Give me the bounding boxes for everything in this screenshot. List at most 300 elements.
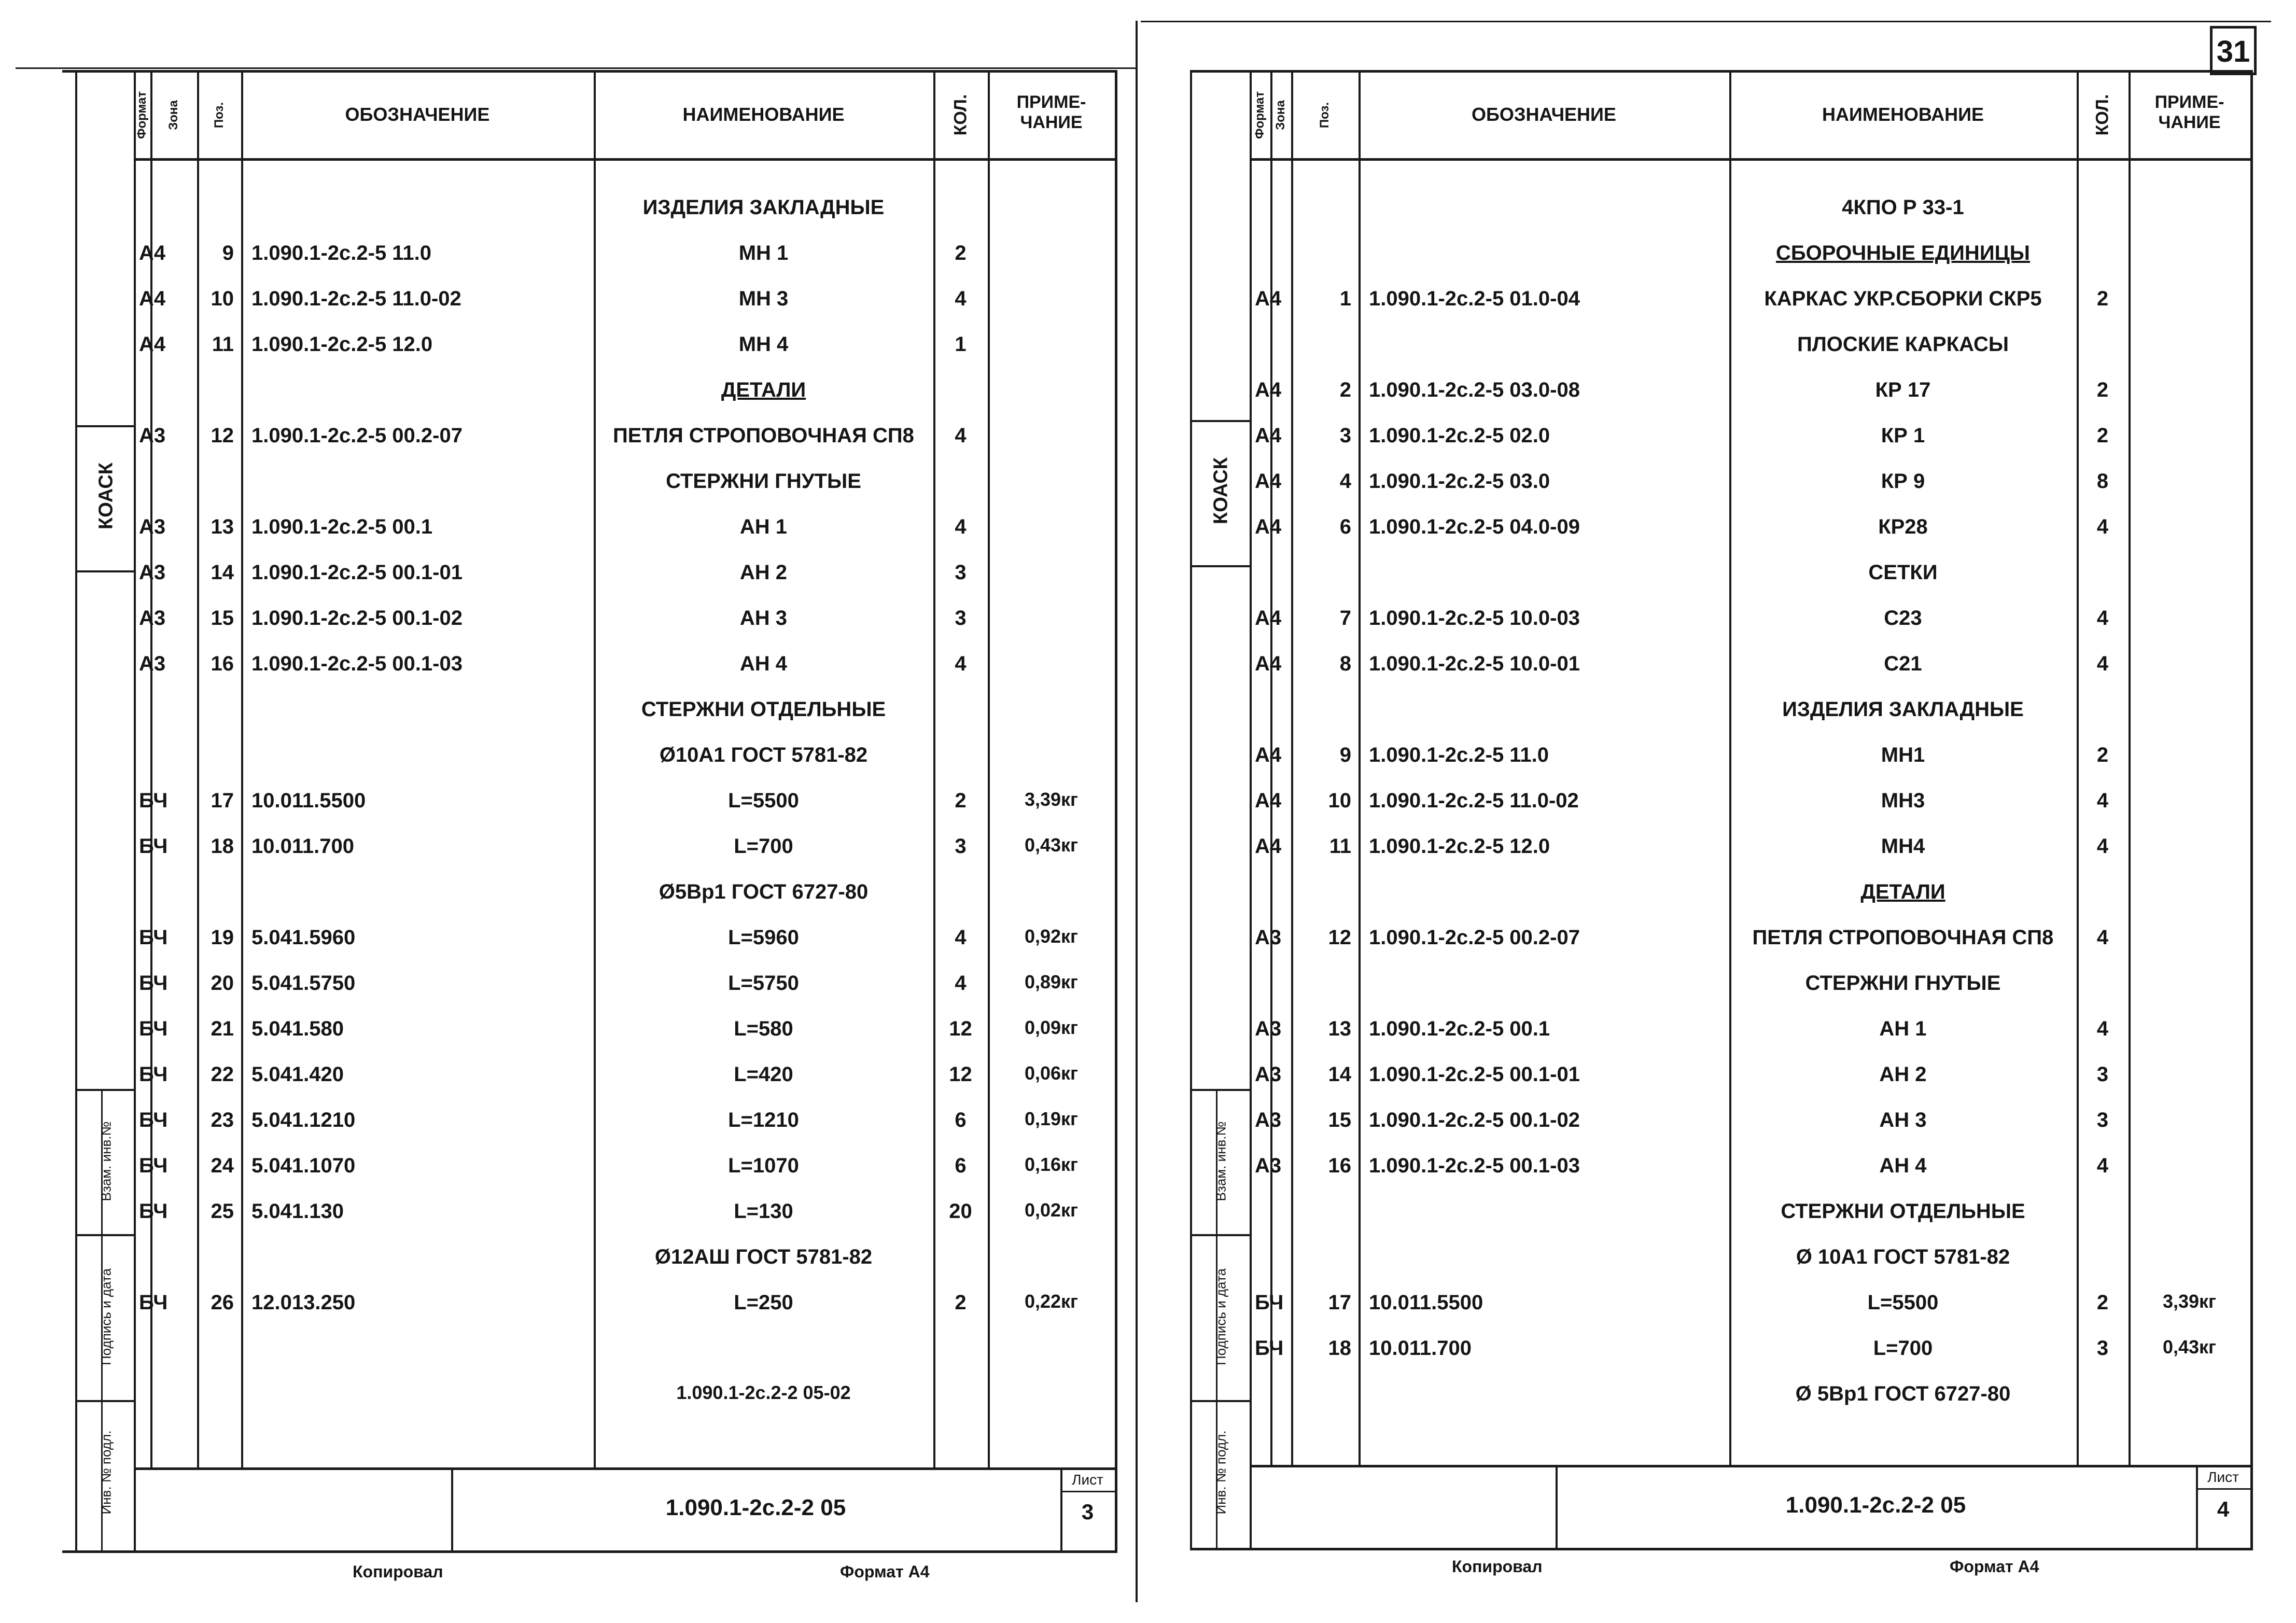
table-row — [1250, 608, 2250, 653]
row-position: 13 — [211, 515, 234, 538]
row-name: СЕТКИ — [1868, 561, 1938, 584]
row-format: БЧ — [139, 835, 168, 858]
row-quantity: 2 — [2096, 744, 2109, 766]
frame-bottom — [62, 1550, 1115, 1553]
row-designation: 1.090.1-2с.2-5 00.2-07 — [251, 424, 463, 447]
title-block-top — [134, 1467, 1115, 1470]
row-position: 24 — [211, 1154, 234, 1177]
row-name: МН3 — [1881, 789, 1925, 812]
table-row — [134, 562, 1115, 608]
row-format: А4 — [1255, 470, 1282, 493]
row-note: 0,22кг — [1024, 1291, 1079, 1312]
table-row — [1250, 653, 2250, 699]
row-designation: 1.090.1-2с.2-5 00.1 — [1369, 1017, 1550, 1040]
table-row — [134, 699, 1115, 745]
stamp-row-divider — [1190, 1234, 1250, 1236]
row-name: L=700 — [1873, 1337, 1933, 1360]
row-format: А3 — [139, 515, 166, 538]
table-row — [1250, 380, 2250, 425]
row-position: 9 — [222, 242, 234, 264]
table-row — [134, 1247, 1115, 1292]
row-name: СБОРОЧНЫЕ ЕДИНИЦЫ — [1776, 242, 2030, 264]
row-position: 16 — [211, 652, 234, 675]
header-name: НАИМЕНОВАНИЕ — [682, 104, 845, 125]
table-row — [1250, 471, 2250, 516]
row-name: КР 1 — [1881, 424, 1925, 447]
stamp-row-divider — [1190, 1548, 1250, 1550]
title-block-document: 1.090.1-2с.2-2 05 — [1785, 1492, 1966, 1518]
row-format: БЧ — [139, 1154, 168, 1177]
row-quantity: 12 — [949, 1063, 972, 1086]
table-row — [134, 1338, 1115, 1383]
row-quantity: 4 — [955, 515, 967, 538]
row-name: Ø 10А1 ГОСТ 5781-82 — [1796, 1246, 2010, 1268]
title-block-sheet-label: Лист — [2207, 1469, 2239, 1485]
row-format: А3 — [1255, 926, 1282, 949]
row-name: МН4 — [1881, 835, 1925, 858]
row-format: БЧ — [139, 1017, 168, 1040]
header-pos: Поз. — [1318, 102, 1332, 129]
row-position: 14 — [211, 561, 234, 584]
row-position: 7 — [1339, 607, 1351, 629]
table-row — [1250, 1338, 2250, 1383]
row-name: 1.090.1-2с.2-2 05-02 — [676, 1382, 851, 1403]
row-name: L=5500 — [1867, 1291, 1939, 1314]
header-zone: Зона — [1273, 100, 1287, 130]
table-row — [1250, 1247, 2250, 1292]
stamp-box-bottom — [1190, 565, 1250, 567]
row-quantity: 20 — [949, 1200, 972, 1223]
row-quantity: 4 — [2096, 515, 2109, 538]
row-name: СТЕРЖНИ ОТДЕЛЬНЫЕ — [641, 698, 886, 721]
row-format: А3 — [1255, 1063, 1282, 1086]
row-designation: 1.090.1-2с.2-5 04.0-09 — [1369, 515, 1580, 538]
row-position: 19 — [211, 926, 234, 949]
row-name: МН 1 — [738, 242, 789, 264]
row-position: 8 — [1339, 652, 1351, 675]
table-row — [134, 288, 1115, 334]
row-format: БЧ — [139, 1063, 168, 1086]
row-name: КР28 — [1878, 515, 1928, 538]
header-name: НАИМЕНОВАНИЕ — [1822, 104, 1984, 125]
row-quantity: 4 — [2096, 835, 2109, 858]
table-row — [1250, 973, 2250, 1018]
row-position: 26 — [211, 1291, 234, 1314]
row-format: А3 — [139, 652, 166, 675]
table-row — [1250, 516, 2250, 562]
stamp-label: Инв. № подл. — [98, 1430, 114, 1515]
row-note: 0,92кг — [1024, 926, 1079, 947]
row-designation: 10.011.700 — [251, 835, 354, 858]
table-row — [134, 790, 1115, 836]
row-quantity: 3 — [2096, 1109, 2109, 1131]
row-name: СТЕРЖНИ ОТДЕЛЬНЫЕ — [1781, 1200, 2025, 1223]
row-position: 12 — [1328, 926, 1351, 949]
header-qty: КОЛ. — [2092, 94, 2112, 136]
row-quantity: 2 — [2096, 379, 2109, 401]
row-name: L=250 — [734, 1291, 793, 1314]
table-row — [1250, 1201, 2250, 1247]
row-format: БЧ — [139, 1200, 168, 1223]
frame-top — [1190, 70, 2250, 73]
row-quantity: 2 — [2096, 424, 2109, 447]
table-row — [134, 1201, 1115, 1247]
table-row — [134, 243, 1115, 288]
row-name: ИЗДЕЛИЯ ЗАКЛАДНЫЕ — [1782, 698, 2024, 721]
stamp-box-top — [75, 425, 134, 427]
row-name: АН 1 — [739, 515, 788, 538]
row-name: 4КПО Р 33-1 — [1842, 196, 1964, 219]
row-designation: 1.090.1-2с.2-5 11.0 — [251, 242, 431, 264]
row-name: СТЕРЖНИ ГНУТЫЕ — [1805, 972, 2001, 995]
row-position: 23 — [211, 1109, 234, 1131]
row-quantity: 6 — [955, 1154, 967, 1177]
row-name: L=5750 — [728, 972, 799, 995]
sheet-left — [0, 0, 1141, 1623]
stamp-row-divider — [75, 1400, 134, 1402]
row-name: L=420 — [734, 1063, 793, 1086]
table-row — [134, 927, 1115, 973]
row-note: 0,89кг — [1024, 971, 1079, 992]
row-designation: 1.090.1-2с.2-5 01.0-04 — [1369, 287, 1580, 310]
table-row — [1250, 882, 2250, 927]
row-quantity: 12 — [949, 1017, 972, 1040]
row-name: Ø5Вр1 ГОСТ 6727-80 — [659, 880, 869, 903]
row-name: Ø 5Вр1 ГОСТ 6727-80 — [1795, 1382, 2011, 1405]
row-format: А4 — [1255, 789, 1282, 812]
row-format: А3 — [1255, 1017, 1282, 1040]
row-quantity: 2 — [955, 789, 967, 812]
row-position: 15 — [211, 607, 234, 629]
row-position: 20 — [211, 972, 234, 995]
row-designation: 12.013.250 — [251, 1291, 356, 1314]
table-row — [134, 471, 1115, 516]
row-quantity: 3 — [2096, 1337, 2109, 1360]
row-format: БЧ — [139, 1109, 168, 1131]
table-row — [1250, 197, 2250, 243]
stamp-label: Подпись и дата — [1213, 1268, 1229, 1366]
header-format: Формат — [135, 91, 149, 139]
row-position: 14 — [1328, 1063, 1351, 1086]
frame-bottom — [1190, 1548, 2250, 1550]
title-block-sheet-number: 3 — [1081, 1500, 1094, 1524]
row-quantity: 4 — [2096, 1017, 2109, 1040]
row-designation: 1.090.1-2с.2-5 00.1-03 — [1369, 1154, 1580, 1177]
table-row — [134, 425, 1115, 471]
row-name: С21 — [1884, 652, 1922, 675]
row-position: 11 — [1329, 835, 1351, 858]
row-position: 15 — [1328, 1109, 1351, 1131]
table-row — [1250, 288, 2250, 334]
header-divider — [1250, 158, 2250, 161]
row-designation: 1.090.1-2с.2-5 11.0-02 — [251, 287, 461, 310]
row-quantity: 4 — [955, 287, 967, 310]
table-row — [134, 608, 1115, 653]
row-position: 3 — [1339, 424, 1351, 447]
row-position: 17 — [1328, 1291, 1351, 1314]
row-name: L=1070 — [728, 1154, 799, 1177]
table-row — [134, 334, 1115, 380]
row-quantity: 1 — [955, 333, 967, 356]
row-quantity: 2 — [2096, 287, 2109, 310]
row-designation: 5.041.5750 — [251, 972, 356, 995]
row-format: А4 — [139, 242, 166, 264]
footer-copied: Копировал — [1452, 1557, 1543, 1576]
footer-format: Формат А4 — [1950, 1557, 2039, 1576]
row-quantity: 4 — [2096, 1154, 2109, 1177]
side-label: КОАСК — [95, 463, 117, 529]
row-name: L=5960 — [728, 926, 799, 949]
row-position: 6 — [1339, 515, 1351, 538]
row-name: СТЕРЖНИ ГНУТЫЕ — [666, 470, 861, 493]
header-designation: ОБОЗНАЧЕНИЕ — [1472, 104, 1616, 125]
row-quantity: 8 — [2096, 470, 2109, 493]
row-note: 0,09кг — [1024, 1017, 1079, 1038]
footer-format: Формат А4 — [840, 1562, 930, 1581]
stamp-label: Взам. инв.№ — [98, 1121, 114, 1201]
row-quantity: 3 — [955, 835, 967, 858]
row-quantity: 4 — [955, 972, 967, 995]
stamp-label: Подпись и дата — [98, 1268, 114, 1366]
header-note: ПРИМЕ- ЧАНИЕ — [2154, 92, 2224, 133]
table-row — [134, 1155, 1115, 1201]
frame-top — [62, 70, 1115, 73]
row-position: 9 — [1339, 744, 1351, 766]
row-designation: 5.041.420 — [251, 1063, 344, 1086]
row-name: АН 1 — [1879, 1017, 1927, 1040]
row-name: АН 2 — [1879, 1063, 1927, 1086]
row-format: БЧ — [139, 926, 168, 949]
row-format: А4 — [1255, 515, 1282, 538]
row-position: 1 — [1339, 287, 1351, 310]
table-row — [1250, 1018, 2250, 1064]
table-row — [134, 1018, 1115, 1064]
row-note: 0,16кг — [1024, 1154, 1079, 1175]
page-number: 31 — [2216, 35, 2250, 68]
table-row — [134, 197, 1115, 243]
table-row — [134, 1292, 1115, 1338]
row-name: L=700 — [734, 835, 793, 858]
row-quantity: 6 — [955, 1109, 967, 1131]
row-designation: 1.090.1-2с.2-5 00.1-01 — [1369, 1063, 1580, 1086]
row-name: АН 4 — [739, 652, 788, 675]
row-quantity: 4 — [955, 652, 967, 675]
row-quantity: 4 — [2096, 789, 2109, 812]
row-designation: 5.041.130 — [251, 1200, 344, 1223]
row-designation: 5.041.1070 — [251, 1154, 356, 1177]
header-divider — [134, 158, 1115, 161]
row-note: 3,39кг — [1024, 789, 1079, 810]
row-name: С23 — [1884, 607, 1922, 629]
row-name: L=130 — [734, 1200, 793, 1223]
header-qty: КОЛ. — [950, 94, 970, 136]
stamp-label: Инв. № подл. — [1213, 1430, 1229, 1515]
header-format: Формат — [1253, 91, 1267, 139]
row-format: БЧ — [139, 1291, 168, 1314]
stamp-strip-left — [1190, 70, 1192, 1548]
row-name: ИЗДЕЛИЯ ЗАКЛАДНЫЕ — [642, 196, 885, 219]
table-row — [134, 1383, 1115, 1429]
row-format: А3 — [1255, 1154, 1282, 1177]
row-format: А4 — [1255, 607, 1282, 629]
row-position: 4 — [1339, 470, 1351, 493]
row-format: БЧ — [1255, 1291, 1284, 1314]
side-label: КОАСК — [1210, 457, 1232, 524]
row-designation: 1.090.1-2с.2-5 12.0 — [251, 333, 433, 356]
row-name: КР 9 — [1881, 470, 1925, 493]
row-quantity: 4 — [955, 926, 967, 949]
row-designation: 1.090.1-2с.2-5 00.1 — [251, 515, 433, 538]
row-note: 0,06кг — [1024, 1062, 1079, 1084]
row-name: L=1210 — [728, 1109, 799, 1131]
frame-right — [1115, 70, 1117, 1553]
row-format: А3 — [139, 607, 166, 629]
table-row — [1250, 699, 2250, 745]
table-row — [134, 1064, 1115, 1110]
row-designation: 10.011.5500 — [1369, 1291, 1483, 1314]
row-format: А4 — [1255, 835, 1282, 858]
title-block-sheet-label: Лист — [1072, 1472, 1103, 1488]
table-row — [1250, 927, 2250, 973]
table-row — [1250, 334, 2250, 380]
stamp-box-bottom — [75, 570, 134, 572]
header-pos: Поз. — [212, 102, 226, 129]
row-name: L=5500 — [728, 789, 799, 812]
row-format: А4 — [139, 333, 166, 356]
stamp-strip-left — [75, 70, 77, 1550]
table-row — [1250, 1064, 2250, 1110]
row-name: ДЕТАЛИ — [1860, 880, 1945, 903]
row-designation: 1.090.1-2с.2-5 03.0 — [1369, 470, 1550, 493]
row-designation: 1.090.1-2с.2-5 12.0 — [1369, 835, 1550, 858]
row-designation: 1.090.1-2с.2-5 03.0-08 — [1369, 379, 1580, 401]
row-designation: 1.090.1-2с.2-5 00.1-02 — [251, 607, 463, 629]
table-row — [1250, 1383, 2250, 1429]
row-designation: 5.041.1210 — [251, 1109, 356, 1131]
row-name: КР 17 — [1875, 379, 1931, 401]
row-designation: 1.090.1-2с.2-5 00.1-02 — [1369, 1109, 1580, 1131]
frame-right — [2250, 70, 2253, 1550]
row-designation: 10.011.700 — [1369, 1337, 1472, 1360]
row-quantity: 2 — [2096, 1291, 2109, 1314]
title-block-document: 1.090.1-2с.2-2 05 — [665, 1495, 846, 1520]
row-name: АН 4 — [1879, 1154, 1927, 1177]
row-note: 0,02кг — [1024, 1199, 1079, 1221]
row-name: ПЕТЛЯ СТРОПОВОЧНАЯ СП8 — [1752, 926, 2054, 949]
row-quantity: 3 — [2096, 1063, 2109, 1086]
row-quantity: 4 — [955, 424, 967, 447]
row-quantity: 4 — [2096, 607, 2109, 629]
row-quantity: 2 — [955, 242, 967, 264]
row-format: БЧ — [139, 789, 168, 812]
table-row — [134, 973, 1115, 1018]
sheet-right — [1141, 0, 2296, 1623]
row-designation: 1.090.1-2с.2-5 10.0-03 — [1369, 607, 1580, 629]
row-position: 22 — [211, 1063, 234, 1086]
row-designation: 1.090.1-2с.2-5 11.0-02 — [1369, 789, 1579, 812]
table-row — [1250, 243, 2250, 288]
row-position: 12 — [211, 424, 234, 447]
table-row — [1250, 562, 2250, 608]
row-designation: 5.041.5960 — [251, 926, 356, 949]
row-note: 0,19кг — [1024, 1108, 1079, 1129]
row-designation: 1.090.1-2с.2-5 02.0 — [1369, 424, 1550, 447]
row-designation: 1.090.1-2с.2-5 00.1-01 — [251, 561, 463, 584]
row-name: ДЕТАЛИ — [721, 379, 806, 401]
header-designation: ОБОЗНАЧЕНИЕ — [345, 104, 490, 125]
row-position: 21 — [211, 1017, 234, 1040]
row-format: А3 — [139, 561, 166, 584]
row-designation: 5.041.580 — [251, 1017, 344, 1040]
row-format: БЧ — [139, 972, 168, 995]
row-name: КАРКАС УКР.СБОРКИ СКР5 — [1764, 287, 2042, 310]
stamp-row-divider — [75, 1234, 134, 1236]
stamp-row-divider — [1190, 1089, 1250, 1091]
row-designation: 1.090.1-2с.2-5 00.2-07 — [1369, 926, 1580, 949]
table-row — [1250, 425, 2250, 471]
row-name: АН 3 — [1879, 1109, 1927, 1131]
table-row — [134, 1110, 1115, 1155]
row-name: Ø10А1 ГОСТ 5781-82 — [659, 744, 868, 766]
row-position: 16 — [1328, 1154, 1351, 1177]
row-designation: 1.090.1-2с.2-5 00.1-03 — [251, 652, 463, 675]
row-position: 10 — [211, 287, 234, 310]
header-zone: Зона — [166, 100, 180, 130]
row-name: ПЕТЛЯ СТРОПОВОЧНАЯ СП8 — [613, 424, 914, 447]
table-row — [134, 882, 1115, 927]
row-name: МН 3 — [738, 287, 789, 310]
table-row — [134, 380, 1115, 425]
row-quantity: 2 — [955, 1291, 967, 1314]
row-format: А3 — [1255, 1109, 1282, 1131]
row-format: А4 — [139, 287, 166, 310]
stamp-box-top — [1190, 420, 1250, 422]
table-row — [1250, 836, 2250, 882]
table-row — [1250, 790, 2250, 836]
row-position: 11 — [212, 333, 234, 356]
row-quantity: 4 — [2096, 652, 2109, 675]
row-format: А4 — [1255, 652, 1282, 675]
row-name: L=580 — [734, 1017, 793, 1040]
row-name: АН 3 — [739, 607, 788, 629]
table-row — [1250, 1292, 2250, 1338]
row-name: ПЛОСКИЕ КАРКАСЫ — [1797, 333, 2009, 356]
table-row — [134, 836, 1115, 882]
row-position: 10 — [1328, 789, 1351, 812]
stamp-row-divider — [75, 1089, 134, 1091]
row-position: 18 — [211, 835, 234, 858]
row-format: А4 — [1255, 379, 1282, 401]
row-note: 0,43кг — [2162, 1336, 2217, 1358]
table-row — [134, 516, 1115, 562]
row-name: Ø12АШ ГОСТ 5781-82 — [654, 1246, 873, 1268]
row-format: БЧ — [1255, 1337, 1284, 1360]
row-designation: 1.090.1-2с.2-5 10.0-01 — [1369, 652, 1580, 675]
title-block-sheet-divider — [2196, 1488, 2250, 1490]
table-row — [1250, 1155, 2250, 1201]
footer-copied: Копировал — [353, 1562, 443, 1581]
table-row — [1250, 745, 2250, 790]
title-block-top — [1250, 1465, 2250, 1467]
title-block-sheet-number: 4 — [2217, 1497, 2230, 1521]
row-name: АН 2 — [739, 561, 788, 584]
row-format: А3 — [139, 424, 166, 447]
row-position: 18 — [1328, 1337, 1351, 1360]
row-position: 17 — [211, 789, 234, 812]
table-row — [1250, 1110, 2250, 1155]
row-name: МН 4 — [738, 333, 789, 356]
table-row — [134, 745, 1115, 790]
